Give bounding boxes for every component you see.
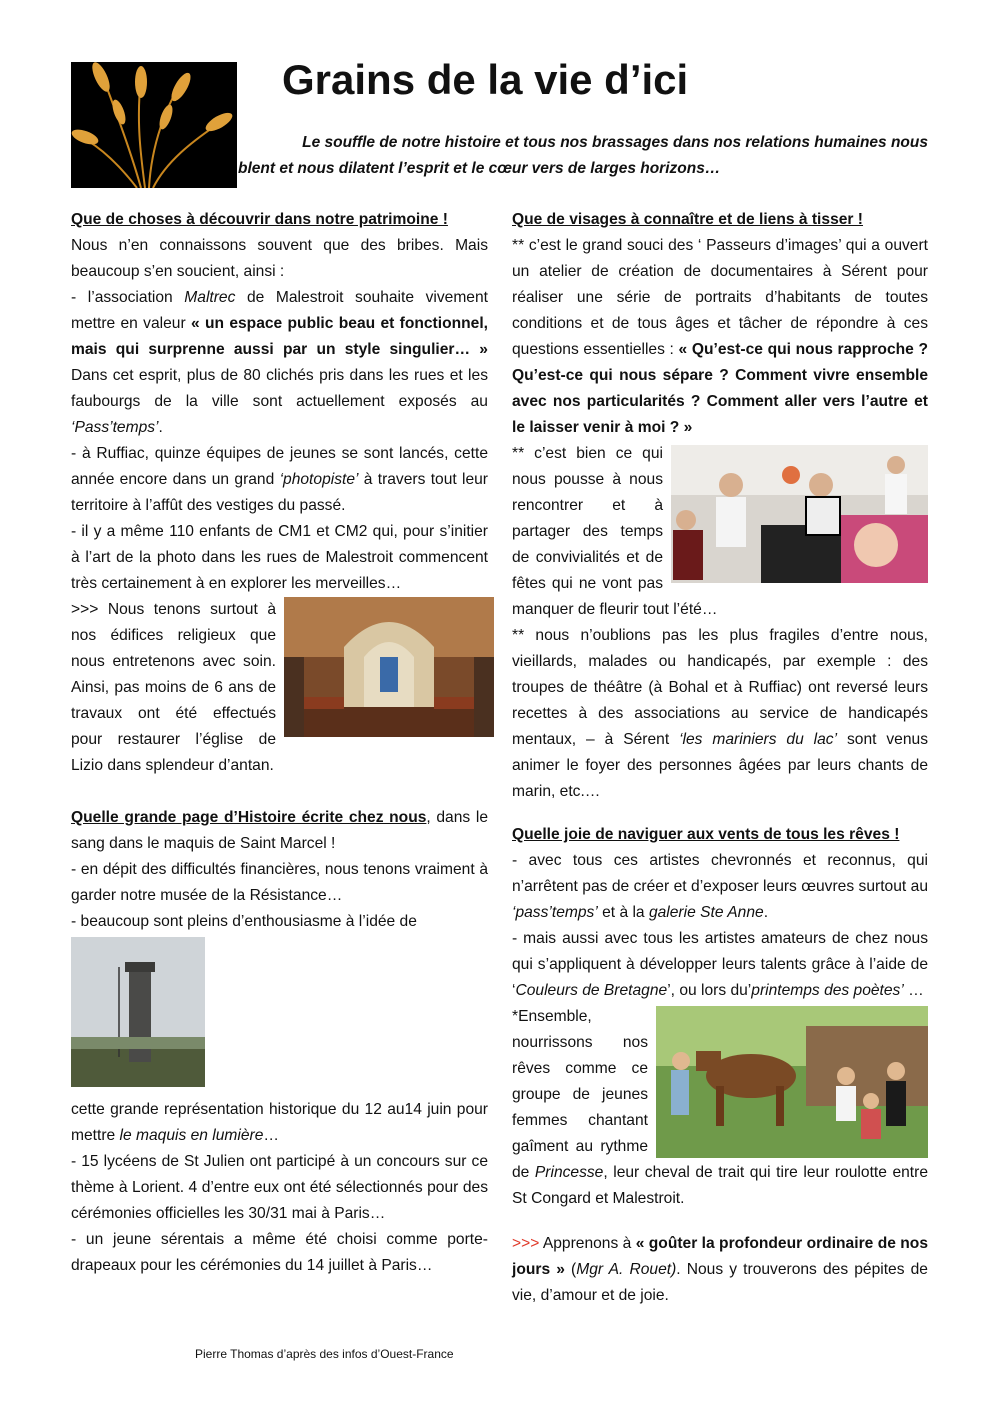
- text-italic: ‘les mariniers du lac’: [679, 731, 838, 748]
- text-italic: printemps des poètes’: [751, 982, 904, 999]
- paragraph: - beaucoup sont pleins d’enthousiasme à l’idée de: [71, 913, 417, 930]
- text: ’, ou lors du’: [667, 982, 752, 999]
- paragraph: - en dépit des difficultés financières, nous tenons vraiment à garder notre musée de la Résistance…: [71, 861, 488, 904]
- paragraph: [512, 926, 928, 1004]
- paragraph: Nous n’en connaissons souvent que des bribes. Mais beaucoup s’en soucient, ainsi :: [71, 237, 488, 280]
- text: …: [903, 982, 924, 999]
- monument-photo: [71, 937, 205, 1087]
- paragraph-ruffiac: [71, 441, 488, 519]
- horse-photo: [656, 1006, 928, 1158]
- section-heading-histoire: Quelle grande page d’Histoire écrite chez nous: [71, 809, 427, 826]
- text: , leur cheval de trait qui tire leur roulotte entre St Congard et Malestroit.: [512, 1164, 928, 1207]
- text-italic: ‘Pass’temps’: [71, 419, 159, 436]
- text: .: [763, 904, 769, 921]
- intro-text: [238, 130, 928, 182]
- text-italic: galerie Ste Anne: [648, 904, 764, 921]
- text: .: [158, 419, 163, 436]
- text: . Nous y trouverons des pépites de vie, d’amour et de joie.: [512, 1261, 928, 1304]
- quote-bold: « un espace public beau et fonctionnel, mais qui surprenne aussi par un style singulier… »: [71, 315, 488, 358]
- text: ** nous n’oublions pas les plus fragiles d’entre nous, vieillards, malades ou handicapés, par exemple : des troupes de théâtre (à Bohal et à Ruffiac) ont reversé leurs recettes à des associations au service de handicapés mentaux, – à Sérent: [512, 627, 928, 748]
- text-italic: Maltrec: [184, 289, 236, 306]
- text-italic: Couleurs de Bretagne: [515, 982, 668, 999]
- text: (: [564, 1261, 577, 1278]
- paragraph: - il y a même 110 enfants de CM1 et CM2 qui, pour s’initier à l’art de la photo dans les rues de Malestroit commencent très certainement à en explorer les merveilles…: [71, 523, 488, 592]
- intro-line-2: blent et nous dilatent l’esprit et le cœur vers de larges horizons…: [238, 160, 721, 177]
- text: , dans le sang dans le maquis de Saint Marcel !: [71, 809, 488, 852]
- quote-bold: « goûter la profondeur ordinaire de nos jours »: [512, 1235, 928, 1278]
- paragraph-maltrec: [71, 285, 488, 441]
- text: à travers tout leur territoire à l’affût des vestiges du passé.: [71, 471, 489, 514]
- paragraph-fragiles: [512, 623, 928, 805]
- quote-bold: « Qu’est-ce qui nous rapproche ? Qu’est-ce qui nous sépare ? Comment vivre ensemble avec nos particularités ? Comment aller vers l’autre et le laisser venir à moi ? »: [512, 341, 928, 436]
- text: *Ensemble, nourrissons nos rêves comme ce groupe de jeunes femmes chantant gaîment au rythme de: [512, 1008, 648, 1181]
- people-photo: [671, 445, 928, 583]
- paragraph: [512, 233, 928, 441]
- text: …: [263, 1127, 280, 1144]
- text: cette grande représentation historique du 12 au14 juin pour mettre: [71, 1101, 488, 1144]
- text: - à Ruffiac, quinze équipes de jeunes se sont lancés, cette année encore dans un grand: [71, 445, 488, 488]
- text: ** c’est le grand souci des ‘ Passeurs d’images’ qui a ouvert un atelier de création de documentaires à Sérent pour réaliser une série de portraits d’habitants de toutes conditions et de tous âges et tâcher de répondre à ces questions essentielles :: [512, 237, 928, 358]
- paragraph: - 15 lycéens de St Julien ont participé à un concours sur ce thème à Lorient. 4 d’entre eux ont été sélectionnés pour des cérémonies officielles les 30/31 mai à Paris…: [71, 1153, 488, 1222]
- text: Apprenons à: [539, 1235, 636, 1252]
- section-heading-patrimoine: Que de choses à découvrir dans notre patrimoine !: [71, 211, 448, 228]
- arrow-marker: >>>: [512, 1235, 540, 1252]
- intro-line-1: Le souffle de notre histoire et tous nos brassages dans nos relations humaines nous: [302, 134, 928, 151]
- text: et à la: [597, 904, 649, 921]
- paragraph-fetes: ** c’est bien ce qui nous pousse à nous rencontrer et à partager des temps de convivialités et de fêtes qui ne vont pas manquer de fleurir tout l’été…: [512, 445, 718, 618]
- paragraph: [512, 848, 928, 926]
- text: - l’association: [71, 289, 185, 306]
- paragraph-histoire: [71, 805, 488, 857]
- paragraph-conclusion: [512, 1231, 928, 1309]
- paragraph: [71, 1097, 488, 1149]
- section-heading-visages: Que de visages à connaître et de liens à tisser !: [512, 211, 864, 228]
- author-credit: Pierre Thomas d’après des infos d’Ouest-France: [195, 1347, 454, 1361]
- section-heading-reves: Quelle joie de naviguer aux vents de tous les rêves !: [512, 826, 900, 843]
- text: - avec tous ces artistes chevronnés et reconnus, qui n’arrêtent pas de créer et d’exposer leurs œuvres surtout au: [512, 852, 928, 895]
- paragraph: - un jeune sérentais a même été choisi comme porte-drapeaux pour les cérémonies du 14 juillet à Paris…: [71, 1231, 488, 1274]
- text: Dans cet esprit, plus de 80 clichés pris dans les rues et les faubourgs de la ville sont actuellement exposés au: [71, 367, 488, 410]
- text: de Malestroit souhaite vivement mettre en valeur: [71, 289, 488, 332]
- text: sont venus animer le foyer des personnes âgées par leurs chants de marin, etc.…: [512, 731, 928, 800]
- text-italic: Mgr A. Rouet): [576, 1261, 677, 1278]
- text-italic: ‘photopiste’: [279, 471, 359, 488]
- text-italic: ‘pass’temps’: [512, 904, 598, 921]
- text-italic: Princesse: [534, 1164, 604, 1181]
- text-italic: le maquis en lumière: [119, 1127, 264, 1144]
- church-photo: [284, 597, 494, 737]
- left-column: [71, 207, 488, 1279]
- right-column: [512, 207, 928, 1309]
- page-title: Grains de la vie d’ici: [282, 56, 689, 103]
- paragraph-eglise: >>> Nous tenons surtout à nos édifices religieux que nous entretenons avec soin. Ainsi, pas moins de 6 ans de travaux ont été effectués pour restaurer l’église de Lizio dans splendeur d’antan.: [71, 601, 276, 774]
- wheat-image: [71, 62, 237, 188]
- text: - mais aussi avec tous les artistes amateurs de chez nous qui s’appliquent à développer leurs talents grâce à l’aide de ‘: [512, 930, 928, 999]
